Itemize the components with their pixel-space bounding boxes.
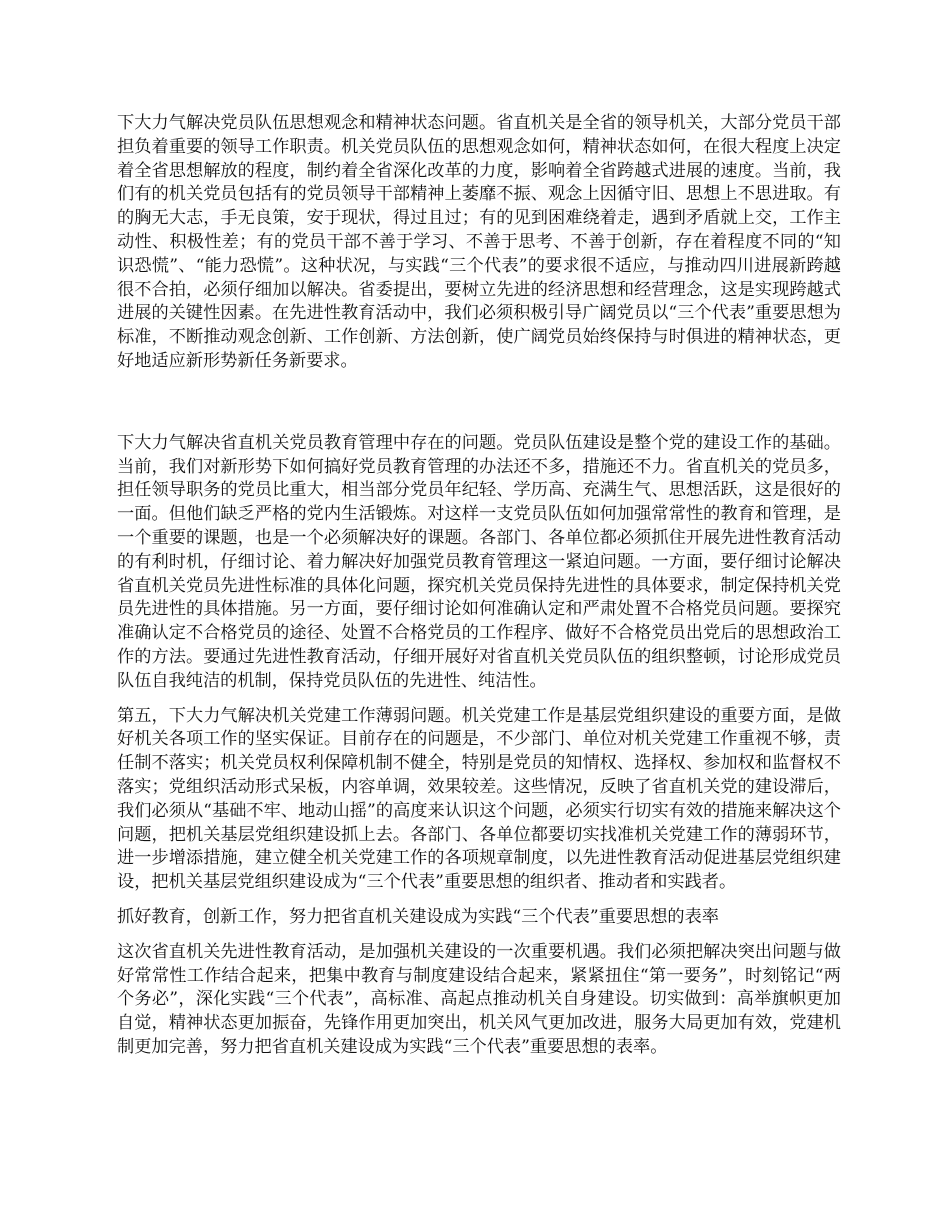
- paragraph-education-management: 下大力气解决省直机关党员教育管理中存在的问题。党员队伍建设是整个党的建设工作的基础。当前，我们对新形势下如何搞好党员教育管理的办法还不多，措施还不力。省直机关的党员多，担任领导职务的党员比重大，相当部分党员年纪轻、学历高、充满生气、思想活跃，这是很好的一面。但他们缺乏严格的党内生活锻炼。对这样一支党员队伍如何加强常常性的教育和管理，是一个重要的课题，也是一个必须解决好的课题。各部门、各单位都必须抓住开展先进性教育活动的有利时机，仔细讨论、着力解决好加强党员教育管理这一紧迫问题。一方面，要仔细讨论解决省直机关党员先进性标准的具体化问题，探究机关党员保持先进性的具体要求，制定保持机关党员先进性的具体措施。另一方面，要仔细讨论如何准确认定和严肃处置不合格党员问题。要探究准确认定不合格党员的途径、处置不合格党员的工作程序、做好不合格党员出党后的思想政治工作的方法。要通过先进性教育活动，仔细开展好对省直机关党员队伍的组织整顿，讨论形成党员队伍自我纯洁的机制，保持党员队伍的先进性、纯洁性。: [117, 432, 841, 691]
- paragraph-thought-concepts: 下大力气解决党员队伍思想观念和精神状态问题。省直机关是全省的领导机关，大部分党员干部担负着重要的领导工作职责。机关党员队伍的思想观念如何，精神状态如何，在很大程度上决定着全省思想解放的程度，制约着全省深化改革的力度，影响着全省跨越式进展的速度。当前，我们有的机关党员包括有的党员领导干部精神上萎靡不振、观念上因循守旧、思想上不思进取。有的胸无大志，手无良策，安于现状，得过且过；有的见到困难绕着走，遇到矛盾就上交，工作主动性、积极性差；有的党员干部不善于学习、不善于思考、不善于创新，存在着程度不同的“知识恐慌”、“能力恐慌”。这种状况，与实践“三个代表”的要求很不适应，与推动四川进展新跨越很不合拍，必须仔细加以解决。省委提出，要树立先进的经济思想和经营理念，这是实现跨越式进展的关键性因素。在先进性教育活动中，我们必须积极引导广阔党员以“三个代表”重要思想为标准，不断推动观念创新、工作创新、方法创新，使广阔党员始终保持与时俱进的精神状态，更好地适应新形势新任务新要求。: [117, 113, 841, 371]
- paragraph-spacer: [117, 385, 841, 432]
- paragraph-conclusion: 这次省直机关先进性教育活动，是加强机关建设的一次重要机遇。我们必须把解决突出问题与做好常常性工作结合起来，把集中教育与制度建设结合起来，紧紧扭住“第一要务”，时刻铭记“两个务必”，深化实践“三个代表”，高标准、高起点推动机关自身建设。切实做到：高举旗帜更加自觉，精神状态更加振奋，先锋作用更加突出，机关风气更加改进，服务大局更加有效，党建机制更加完善，努力把省直机关建设成为实践“三个代表”重要思想的表率。: [117, 941, 841, 1057]
- document-body: [117, 112, 841, 1071]
- paragraph-party-building: 第五，下大力气解决机关党建工作薄弱问题。机关党建工作是基层党组织建设的重要方面，是做好机关各项工作的坚实保证。目前存在的问题是，不少部门、单位对机关党建工作重视不够，责任制不落实；机关党员权利保障机制不健全，特别是党员的知情权、选择权、参加权和监督权不落实；党组织活动形式呆板，内容单调，效果较差。这些情况，反映了省直机关党的建设滞后，我们必须从“基础不牢、地动山摇”的高度来认识这个问题，必须实行切实有效的措施来解决这个问题，把机关基层党组织建设抓上去。各部门、各单位都要切实找准机关党建工作的薄弱环节，进一步增添措施，建立健全机关党建工作的各项规章制度，以先进性教育活动促进基层党组织建设，把机关基层党组织建设成为“三个代表”重要思想的组织者、推动者和实践者。: [117, 705, 841, 893]
- section-heading: 抓好教育，创新工作，努力把省直机关建设成为实践“三个代表”重要思想的表率: [117, 906, 719, 927]
